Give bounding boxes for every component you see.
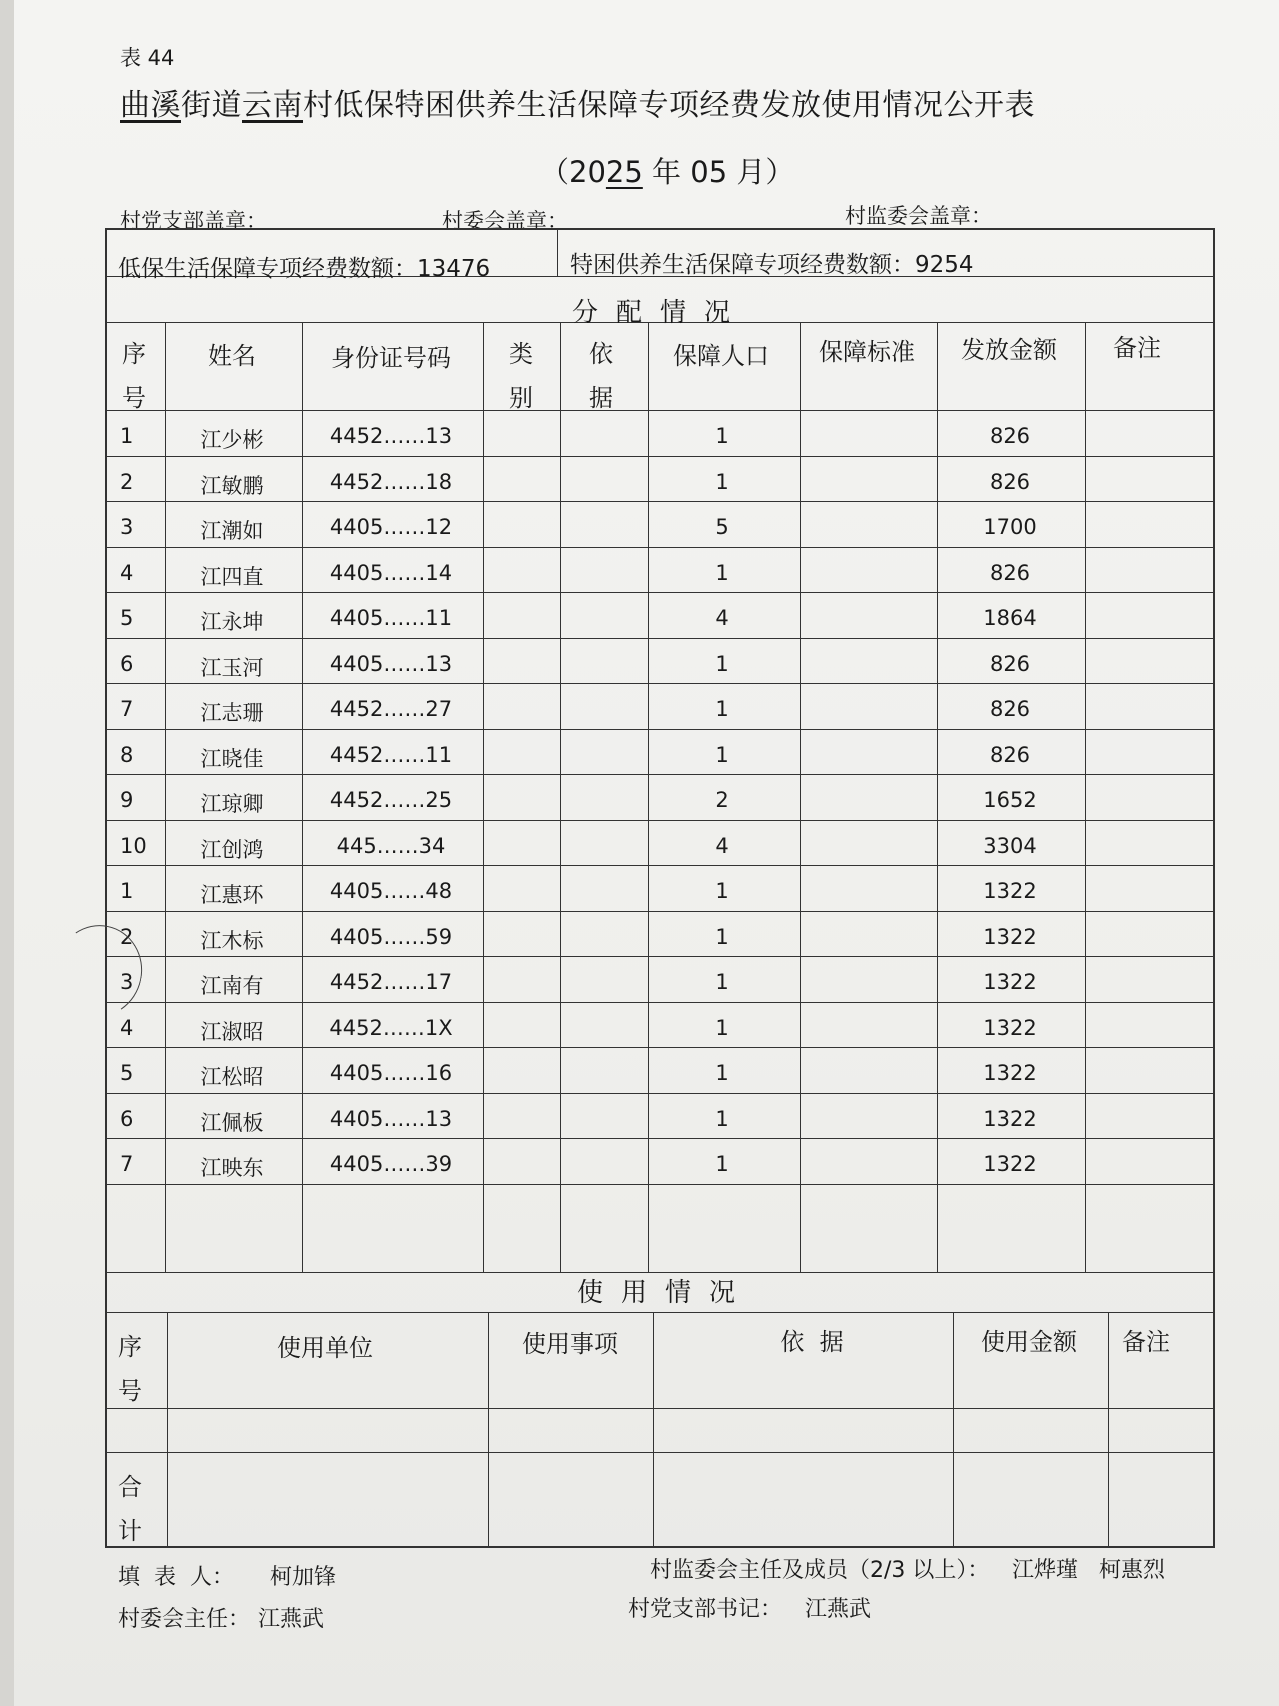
distribution-row-rule — [105, 1093, 1215, 1094]
row-population: 1 — [715, 560, 729, 585]
row-id-number: 4405……14 — [329, 560, 453, 585]
row-seq: 9 — [120, 788, 134, 812]
header-basis-1: 依 — [589, 340, 613, 368]
row-seq: 4 — [120, 1015, 134, 1040]
title-town: 曲溪 — [120, 88, 181, 123]
usage-header-remark: 备注 — [1122, 1328, 1170, 1356]
row-name: 江木标 — [200, 928, 264, 953]
distribution-row-rule — [105, 774, 1215, 775]
row-population: 1 — [715, 651, 729, 676]
distribution-column-rule — [648, 322, 649, 1272]
row-population: 1 — [715, 1015, 729, 1040]
row-id-number: 4452……17 — [329, 970, 453, 994]
secretary-name: 江燕武 — [805, 1597, 872, 1622]
row-population: 4 — [715, 833, 729, 858]
row-seq: 10 — [120, 833, 147, 858]
row-amount: 1322 — [983, 924, 1037, 949]
row-population: 1 — [715, 970, 729, 994]
row-amount: 826 — [989, 742, 1031, 767]
usage-header-seq-1: 序 — [118, 1333, 142, 1361]
row-population: 1 — [715, 742, 729, 767]
row-seq: 1 — [120, 424, 134, 448]
tekun-fund-amount: 特困供养生活保障专项经费数额：9254 — [570, 252, 974, 278]
header-category-1: 类 — [509, 340, 533, 368]
row-amount: 1322 — [983, 1015, 1037, 1040]
usage-column-rule — [953, 1312, 954, 1548]
document-title — [120, 80, 1035, 124]
header-population: 保障人口 — [673, 342, 769, 370]
usage-header-seq-2: 号 — [118, 1377, 142, 1405]
usage-column-rule — [167, 1312, 168, 1548]
distribution-column-rule — [165, 322, 166, 1272]
row-population: 5 — [715, 515, 729, 539]
distribution-column-rule — [1085, 322, 1086, 1272]
distribution-row-rule — [105, 865, 1215, 866]
usage-header-bottom — [105, 1408, 1215, 1409]
row-id-number: 4452……13 — [329, 424, 453, 448]
row-name: 江潮如 — [200, 519, 264, 543]
row-population: 1 — [715, 924, 729, 949]
header-seq-1: 序 — [122, 340, 146, 368]
party-branch-stamp-label: 村党支部盖章： — [120, 209, 267, 233]
distribution-row-rule — [105, 1138, 1215, 1139]
header-amount: 发放金额 — [961, 336, 1057, 364]
row-population: 1 — [715, 469, 729, 494]
usage-total-1: 合 — [118, 1473, 142, 1501]
period-month: 年 05 月） — [642, 155, 795, 189]
distribution-row-rule — [105, 501, 1215, 502]
distribution-section-title: 分配情况 — [571, 298, 749, 328]
row-population: 1 — [715, 879, 729, 903]
table-number: 表 44 — [120, 46, 175, 70]
usage-header-unit: 使用单位 — [277, 1334, 373, 1362]
secretary-label: 村党支部书记： — [628, 1597, 783, 1622]
row-id-number: 4405……59 — [329, 924, 453, 949]
director-name: 江燕武 — [258, 1607, 325, 1632]
row-population: 1 — [715, 1152, 729, 1176]
row-id-number: 4405……13 — [329, 651, 453, 676]
row-id-number: 4452……27 — [329, 697, 453, 721]
row-id-number: 4405……48 — [329, 879, 453, 903]
row-name: 江玉河 — [200, 655, 264, 680]
row-id-number: 4405……13 — [329, 1106, 453, 1131]
row-id-number: 4405……12 — [329, 515, 453, 539]
header-seq-2: 号 — [122, 384, 146, 412]
usage-column-rule — [488, 1312, 489, 1548]
row-population: 1 — [715, 1106, 729, 1131]
row-name: 江少彬 — [200, 428, 264, 452]
usage-header-basis: 依 据 — [780, 1328, 844, 1356]
row-id-number: 4405……16 — [329, 1061, 453, 1085]
director-label: 村委会主任： — [118, 1607, 251, 1632]
row-population: 1 — [715, 697, 729, 721]
preparer-label: 填 表 人： — [118, 1565, 234, 1590]
row-population: 1 — [715, 424, 729, 448]
row-id-number: 4405……39 — [329, 1152, 453, 1176]
title-rest: 村低保特困供养生活保障专项经费发放使用情况公开表 — [303, 88, 1035, 123]
row-id-number: 445……34 — [336, 833, 446, 858]
header-category — [509, 332, 533, 420]
row-name: 江四直 — [200, 564, 264, 589]
row-name: 江淑昭 — [200, 1019, 264, 1044]
row-amount: 1322 — [983, 879, 1037, 903]
row-amount: 1652 — [983, 788, 1037, 812]
row-seq: 2 — [120, 924, 134, 949]
row-population: 1 — [715, 1061, 729, 1085]
row-seq: 8 — [120, 742, 134, 767]
row-seq: 6 — [120, 1106, 134, 1131]
usage-header-seq — [118, 1325, 142, 1413]
row-seq: 2 — [120, 469, 134, 494]
row-name: 江敏鹏 — [200, 473, 264, 498]
row-name: 江琼卿 — [200, 792, 264, 816]
supervisors-label: 村监委会主任及成员（2/3 以上）： — [650, 1558, 990, 1583]
header-name: 姓名 — [208, 342, 256, 370]
row-seq: 5 — [120, 606, 134, 630]
header-remark: 备注 — [1113, 334, 1161, 362]
distribution-header-bottom — [105, 410, 1215, 411]
distribution-row-rule — [105, 547, 1215, 548]
distribution-column-rule — [302, 322, 303, 1272]
title-street: 街道 — [181, 88, 242, 123]
distribution-row-rule — [105, 729, 1215, 730]
distribution-row-rule — [105, 911, 1215, 912]
header-category-2: 别 — [509, 384, 533, 412]
row-seq: 7 — [120, 697, 134, 721]
distribution-row-rule — [105, 638, 1215, 639]
row-seq: 3 — [120, 970, 134, 994]
distribution-row-rule — [105, 820, 1215, 821]
village-committee-stamp-label: 村委会盖章： — [442, 209, 568, 233]
usage-total — [118, 1465, 142, 1553]
period-open: （20 — [540, 155, 606, 189]
distribution-row-rule — [105, 1047, 1215, 1048]
distribution-row-rule — [105, 683, 1215, 684]
row-seq: 3 — [120, 515, 134, 539]
row-name: 江永坤 — [200, 610, 264, 634]
row-amount: 1322 — [983, 1152, 1037, 1176]
usage-title-bottom — [105, 1312, 1215, 1313]
row-name: 江志珊 — [200, 701, 264, 725]
row-name: 江南有 — [200, 974, 264, 998]
row-name: 江佩板 — [200, 1110, 264, 1135]
row-name: 江惠环 — [200, 883, 264, 907]
row-amount: 1322 — [983, 1061, 1037, 1085]
usage-column-rule — [653, 1312, 654, 1548]
title-village: 云南 — [242, 88, 303, 123]
row-seq: 5 — [120, 1061, 134, 1085]
fund-divider — [557, 228, 558, 276]
distribution-column-rule — [800, 322, 801, 1272]
usage-header-item: 使用事项 — [522, 1330, 618, 1358]
row-name: 江映东 — [200, 1156, 264, 1180]
period-year: 25 — [605, 155, 643, 189]
distribution-row-rule — [105, 592, 1215, 593]
row-id-number: 4452……25 — [329, 788, 453, 812]
dibao-fund-amount: 低保生活保障专项经费数额：13476 — [118, 256, 491, 282]
header-basis-2: 据 — [589, 384, 613, 412]
distribution-column-rule — [483, 322, 484, 1272]
row-id-number: 4452……18 — [329, 469, 453, 494]
distribution-column-rule — [937, 322, 938, 1272]
usage-section-title: 使用情况 — [576, 1278, 754, 1308]
distribution-row-rule — [105, 1002, 1215, 1003]
distribution-column-rule — [560, 322, 561, 1272]
row-id-number: 4452……1X — [329, 1015, 453, 1040]
row-population: 4 — [715, 606, 729, 630]
row-amount: 826 — [989, 424, 1031, 448]
row-name: 江创鸿 — [200, 837, 264, 862]
row-amount: 1322 — [983, 970, 1037, 994]
row-id-number: 4405……11 — [329, 606, 453, 630]
row-amount: 826 — [989, 651, 1031, 676]
header-seq — [122, 332, 146, 420]
header-id: 身份证号码 — [331, 344, 451, 372]
row-amount: 826 — [989, 560, 1031, 585]
row-name: 江松昭 — [200, 1065, 264, 1089]
row-seq: 1 — [120, 879, 134, 903]
row-seq: 7 — [120, 1152, 134, 1176]
row-amount: 1322 — [983, 1106, 1037, 1131]
row-amount: 1864 — [983, 606, 1037, 630]
usage-column-rule — [1108, 1312, 1109, 1548]
distribution-row-rule — [105, 456, 1215, 457]
row-amount: 826 — [989, 697, 1031, 721]
preparer-name: 柯加锋 — [270, 1565, 337, 1590]
header-standard: 保障标准 — [819, 338, 915, 366]
distribution-row-rule — [105, 956, 1215, 957]
usage-total-2: 计 — [118, 1517, 142, 1545]
usage-row-bottom — [105, 1452, 1215, 1453]
row-seq: 6 — [120, 651, 134, 676]
report-period — [540, 150, 794, 191]
row-amount: 1700 — [983, 515, 1037, 539]
header-basis — [589, 332, 613, 420]
distribution-row-rule — [105, 1184, 1215, 1185]
row-population: 2 — [715, 788, 729, 812]
row-seq: 4 — [120, 560, 134, 585]
supervisors-names: 江烨瑾 柯惠烈 — [1012, 1558, 1165, 1583]
row-name: 江晓佳 — [200, 746, 264, 771]
row-amount: 826 — [989, 469, 1031, 494]
row-amount: 3304 — [983, 833, 1037, 858]
supervision-stamp-label: 村监委会盖章： — [845, 204, 992, 228]
usage-header-amount: 使用金额 — [981, 1328, 1077, 1356]
row-id-number: 4452……11 — [329, 742, 453, 767]
